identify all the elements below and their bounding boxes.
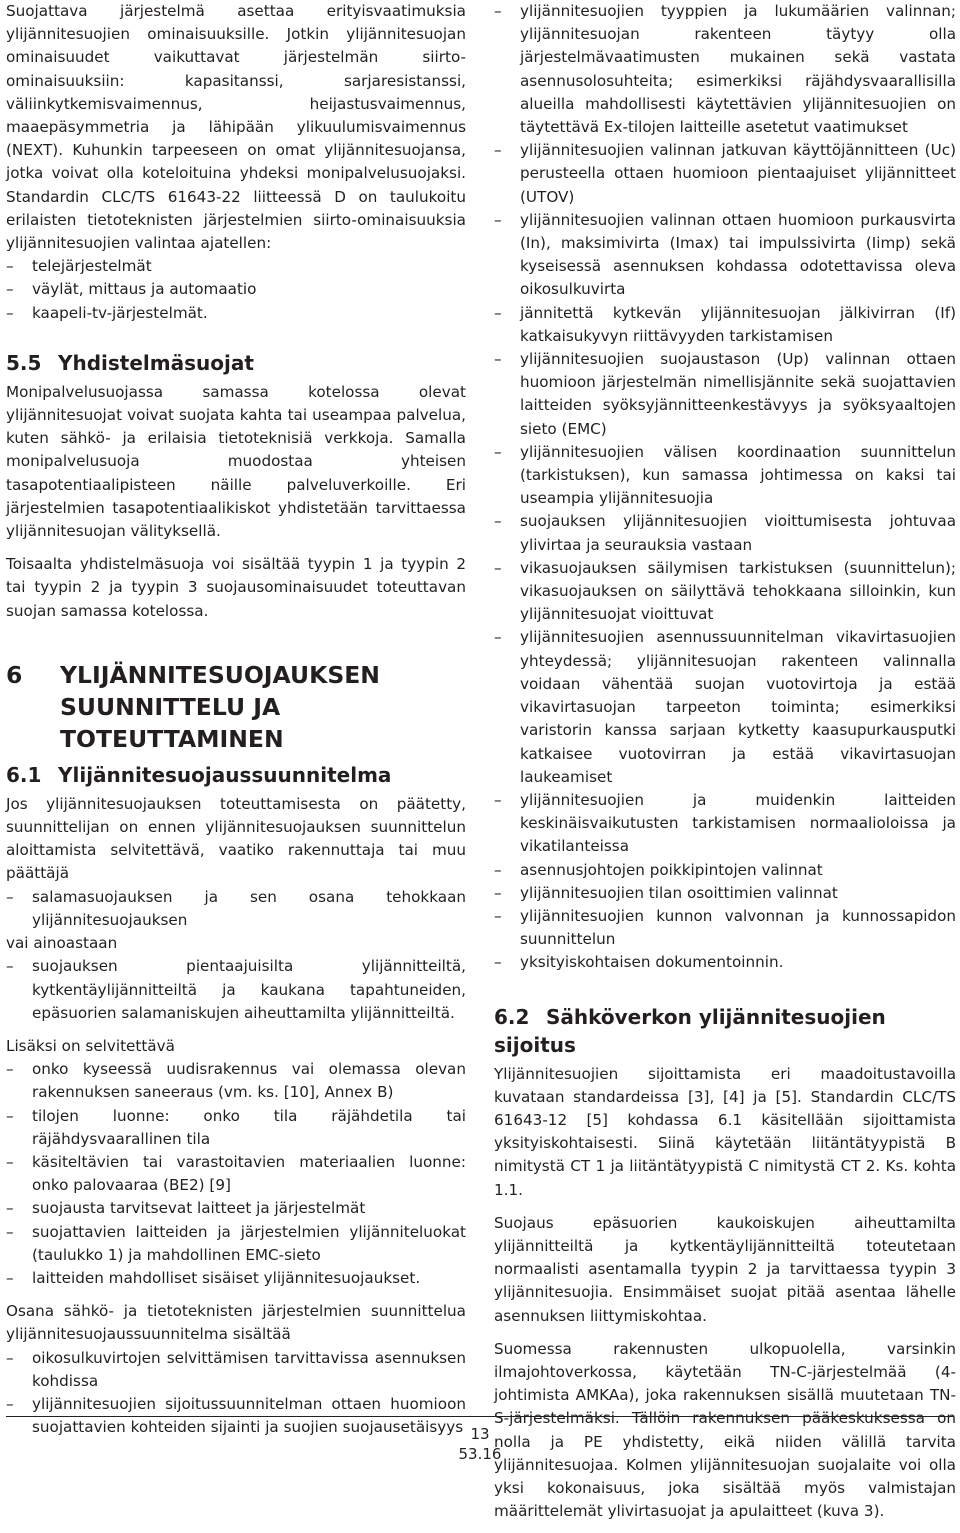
list-item: – ylijännitesuojien valinnan jatkuvan käyttöjännitteen (Uc) perusteella ottaen huomioon pientaajuiset ylijännitteet (UTOV) <box>494 139 956 209</box>
list-item: – suojauksen pientaajuisilta ylijännitteiltä, kytkentäylijännitteiltä ja kaukana tapahtuneiden, epäsuorien salamaniskujen aiheuttamilta ylijännitteiltä. <box>6 955 466 1025</box>
section-number: 6.2 <box>494 1004 530 1029</box>
list <box>6 886 466 932</box>
list-item: – suojattavien laitteiden ja järjestelmien ylijänniteluokat (taulukko 1) ja mahdollinen EMC-sieto <box>6 1221 466 1267</box>
paragraph: Jos ylijännitesuojauksen toteuttamisesta on päätetty, suunnittelijan on ennen ylijännitesuojauksen suunnittelun aloittamista selvitettävä, vaatiko rakennuttaja tai muu päättäjä <box>6 794 466 883</box>
list-item: – salamasuojauksen ja sen osana tehokkaan ylijännitesuojauksen <box>6 886 466 932</box>
list-item: – ylijännitesuojien tilan osoittimien valinnat <box>494 882 956 905</box>
list-item: – yksityiskohtaisen dokumentoinnin. <box>494 951 956 974</box>
list-item: – asennusjohtojen poikkipintojen valinnat <box>494 859 956 882</box>
list-item: – käsiteltävien tai varastoitavien materiaalien luonne: onko palovaaraa (BE2) [9] <box>6 1151 466 1197</box>
list-item: – oikosulkuvirtojen selvittämisen tarvittavissa asennuksen kohdissa <box>6 1347 466 1393</box>
paragraph: Monipalvelusuojassa samassa kotelossa olevat ylijännitesuojat voivat suojata kahta tai useampaa palvelua, kuten sähkö- ja erilaisia tietoteknisiä verkkoja. Samalla monipalvelusuoja muodostaa yhteisen tasapotentiaalipisteen näille palveluverkoille. Eri järjestelmien tasapotentiaalikiskot yhdistetään tarvittaessa ylijännitesuojan välityksellä. <box>6 382 466 541</box>
paragraph: Osana sähkö- ja tietoteknisten järjestelmien suunnittelua ylijännitesuojaussuunnitelma sisältää <box>6 1302 466 1344</box>
section-title: Yhdistelmäsuojat <box>58 350 254 375</box>
chapter-heading-6 <box>6 659 466 755</box>
list-item: – kaapeli-tv-järjestelmät. <box>6 302 466 325</box>
paragraph: Suojaus epäsuorien kaukoiskujen aiheuttamilta ylijännitteiltä ja kytkentäylijännitteiltä toteutetaan normaalisti asentamalla tyypin 2 ja tarvittaessa tyypin 3 ylijännitesuojia. Ensimmäiset suojat pitää asentaa lähelle asennuksen liittymiskohtaa. <box>494 1213 956 1325</box>
intro-paragraph: Suojattava järjestelmä asettaa erityisvaatimuksia ylijännitesuojien ominaisuuksille. Jotkin ylijännitesuojan ominaisuudet vaikuttavat järjestelmän siirto-ominaisuuksiin: kapasitanssi, sarjaresistanssi, väliinkytkemisvaimennus, heijastusvaimennus, maaepäsymmetria ja lähipään ylikuulumisvaimennus (NEXT). Kuhunkin tarpeeseen on omat ylijännitesuojansa, jotka voivat olla koteloituina yhdeksi monipalvelusuojaksi. Standardin CLC/TS 61643-22 liitteessä D on taulukoitu erilaisten tietoteknisten järjestelmien siirto-ominaisuuksia ylijännitesuojien valintaa ajatellen: <box>6 2 466 253</box>
list-item: – telejärjestelmät <box>6 255 466 278</box>
list-item: – ylijännitesuojien suojaustason (Up) valinnan ottaen huomioon järjestelmän nimellisjännite sekä suojattavien laitteiden syöksyjännitteenkestävyys ja syöksyaaltojen sieto (EMC) <box>494 348 956 441</box>
list <box>494 0 956 975</box>
section-heading-6-1 <box>6 761 466 789</box>
footer-rule <box>6 1416 954 1417</box>
list-item: – onko kyseessä uudisrakennus vai olemassa olevan rakennuksen saneeraus (vm. ks. [10], Annex B) <box>6 1058 466 1104</box>
list-item: – ylijännitesuojien asennussuunnitelman vikavirtasuojien yhteydessä; ylijännitesuojan rakenteen valinnalla voidaan vähentää suojan vuotovirtoja ja estää vikavirtasuojan tarpeeton toiminta; esimerkiksi varistorin kanssa sarjaan kytketty kaasupurkausputki katkaisee vuotovirran ja estää vikavirtasuojan laukeamiset <box>494 626 956 788</box>
intro-list <box>6 255 466 325</box>
doc-code: 53.16 <box>458 1445 502 1463</box>
list-item: – ylijännitesuojien sijoitussuunnitelman ottaen huomioon suojattavien kohteiden sijainti ja suojien suojausetäisyys <box>6 1393 466 1439</box>
list-item: – laitteiden mahdolliset sisäiset ylijännitesuojaukset. <box>6 1267 466 1290</box>
section-number: 6.1 <box>6 762 42 787</box>
list-item: – jännitettä kytkevän ylijännitesuojan jälkivirran (If) katkaisukyvyn riittävyyden tarkistamisen <box>494 302 956 348</box>
chapter-number: 6 <box>6 660 23 689</box>
left-column <box>6 0 466 1449</box>
paragraph: Ylijännitesuojien sijoittamista eri maadoitustavoilla kuvataan standardeissa [3], [4] ja [5]. Standardin CLC/TS 61643-12 [5] kohdassa 6.1 käsitellään sijoittamista yksityiskohtaisesti. Siinä käytetään liitäntätyypistä B nimitystä CT 1 ja liitäntätyypistä C nimitystä CT 2. Ks. kohta 1.1. <box>494 1064 956 1199</box>
section-title: Sähköverkon ylijännitesuojien sijoitus <box>494 1004 886 1057</box>
section-title: Ylijännitesuojaussuunnitelma <box>58 762 392 787</box>
right-column <box>494 0 956 1533</box>
list-item: – ylijännitesuojien tyyppien ja lukumäärien valinnan; ylijännitesuojan rakenteen täytyy olla järjestelmävaatimusten mukainen sekä vastata asennusolosuhteita; esimerkiksi räjähdysvaarallisilla alueilla mahdollisesti käytettävien ylijännitesuojien on täytettävä Ex-tilojen laitteille asetetut vaatimukset <box>494 0 956 139</box>
paragraph: Suomessa rakennusten ulkopuolella, varsinkin ilmajohtoverkossa, käytetään TN-C-järjestelmää (4-johtimista AMKAa), joka rakennuksen sisällä muutetaan TN-S-järjestelmäksi. Tällöin rakennuksen pääkeskuksessa on nolla ja PE yhdistetty, eikä niiden välillä tarvita ylijännitesuojaa. Kolmen ylijännitesuojan suojalaite voi olla yksi kokonaisuus, joka sisältää myös valmistajan määrittelemät ylivirtasuojat ja apulaitteet (kuva 3). <box>494 1339 956 1521</box>
list-item: – ylijännitesuojien välisen koordinaation suunnittelun (tarkistuksen), kun samassa johtimessa on kaksi tai useampia ylijännitesuojia <box>494 441 956 511</box>
list-item: – väylät, mittaus ja automaatio <box>6 278 466 301</box>
connector-text: vai ainoastaan <box>6 934 118 953</box>
list-item: – suojausta tarvitsevat laitteet ja järjestelmät <box>6 1197 466 1220</box>
list-item: – vikasuojauksen säilymisen tarkistuksen (suunnittelun); vikasuojauksen on säilyttävä tehokkaana silloinkin, kun ylijännitesuojat vioittuvat <box>494 557 956 627</box>
paragraph: Toisaalta yhdistelmäsuoja voi sisältää tyypin 1 ja tyypin 2 tai tyypin 2 ja tyypin 3 suojausominaisuudet toteuttavan suojan samassa kotelossa. <box>6 555 466 620</box>
section-heading-5-5 <box>6 349 466 377</box>
list-item: – ylijännitesuojien valinnan ottaen huomioon purkausvirta (In), maksimivirta (Imax) tai impulssivirta (Iimp) sekä kyseisessä asennuksen kohdassa odotettavissa oleva oikosulkuvirta <box>494 209 956 302</box>
list-item: – ylijännitesuojien ja muidenkin laitteiden keskinäisvaikutusten tarkistamisen normaalioloissa ja vikatilanteissa <box>494 789 956 859</box>
list-item: – suojauksen ylijännitesuojien vioittumisesta johtuvaa ylivirtaa ja seurauksia vastaan <box>494 510 956 556</box>
chapter-title: YLIJÄNNITESUOJAUKSEN SUUNNITTELU JA TOTEUTTAMINEN <box>60 660 380 753</box>
section-heading-6-2 <box>494 1003 956 1059</box>
list-item: – tilojen luonne: onko tila räjähdetila tai räjähdysvaarallinen tila <box>6 1105 466 1151</box>
list <box>6 955 466 1025</box>
list-item: – ylijännitesuojien kunnon valvonnan ja kunnossapidon suunnittelun <box>494 905 956 951</box>
section-number: 5.5 <box>6 350 42 375</box>
page-number: 13 <box>470 1425 490 1443</box>
list <box>6 1058 466 1290</box>
paragraph: Lisäksi on selvitettävä <box>6 1036 175 1055</box>
